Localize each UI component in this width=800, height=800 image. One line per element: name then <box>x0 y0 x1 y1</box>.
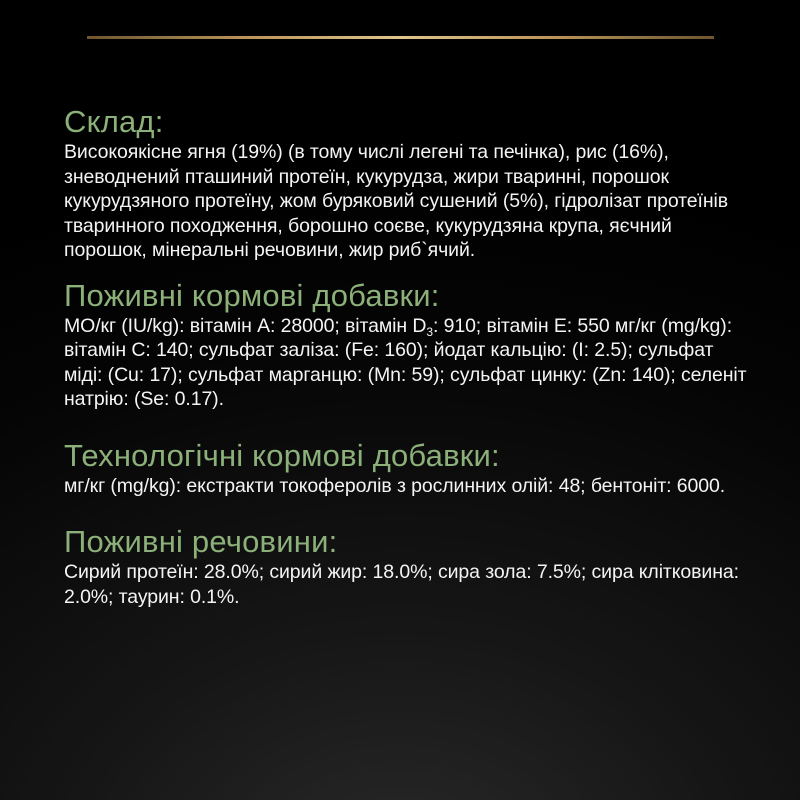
product-info <box>64 104 754 609</box>
technological-additives-section <box>64 438 754 499</box>
nutritional-additives-heading: Поживні кормові добавки: <box>64 277 440 313</box>
vitamin-d-subscript: 3 <box>426 324 433 339</box>
nutritional-additives-section <box>64 278 754 412</box>
technological-additives-text: мг/кг (mg/kg): екстракти токоферолів з рослинних олій: 48; бентоніт: 6000. <box>64 474 726 497</box>
gold-divider-line <box>87 36 714 39</box>
composition-heading: Склад: <box>64 104 164 139</box>
composition-section <box>64 104 754 263</box>
nutrients-heading: Поживні речовини: <box>64 524 338 559</box>
nutritional-additives-text-part1: МО/кг (IU/kg): вітамін А: 28000; вітамін D <box>64 314 427 337</box>
composition-text: Високоякісне ягня (19%) (в тому числі легені та печінка), рис (16%), зневоднений пташиний протеїн, кукурудза, жири тваринні, порошок кукурудзяного протеїну, жом буряковий сушений (5%), гідролізат протеїнів тваринного походження, борошно соєве, кукурудзяна крупа, яєчний порошок, мінеральні речовини, жир риб`ячий. <box>64 141 728 261</box>
technological-additives-heading: Технологічні кормові добавки: <box>64 437 500 473</box>
nutritional-additives-text-part2: : 910; вітамін Е: 550 мг/кг (mg/kg): вітамін С: 140; сульфат заліза: (Fe: 160); йодат кальцію: (I: 2.5); сульфат міді: (Cu: 17); сульфат марганцю: (Mn: 59); сульфат цинку: (Zn: 140); селеніт натрію: (Se: 0.17). <box>64 314 747 410</box>
nutrients-text: Сирий протеїн: 28.0%; сирий жир: 18.0%; сира зола: 7.5%; сира клітковина: 2.0%; таурин: 0.1%. <box>64 561 739 608</box>
nutritional-additives-text <box>64 314 754 412</box>
nutrients-section <box>64 524 754 609</box>
